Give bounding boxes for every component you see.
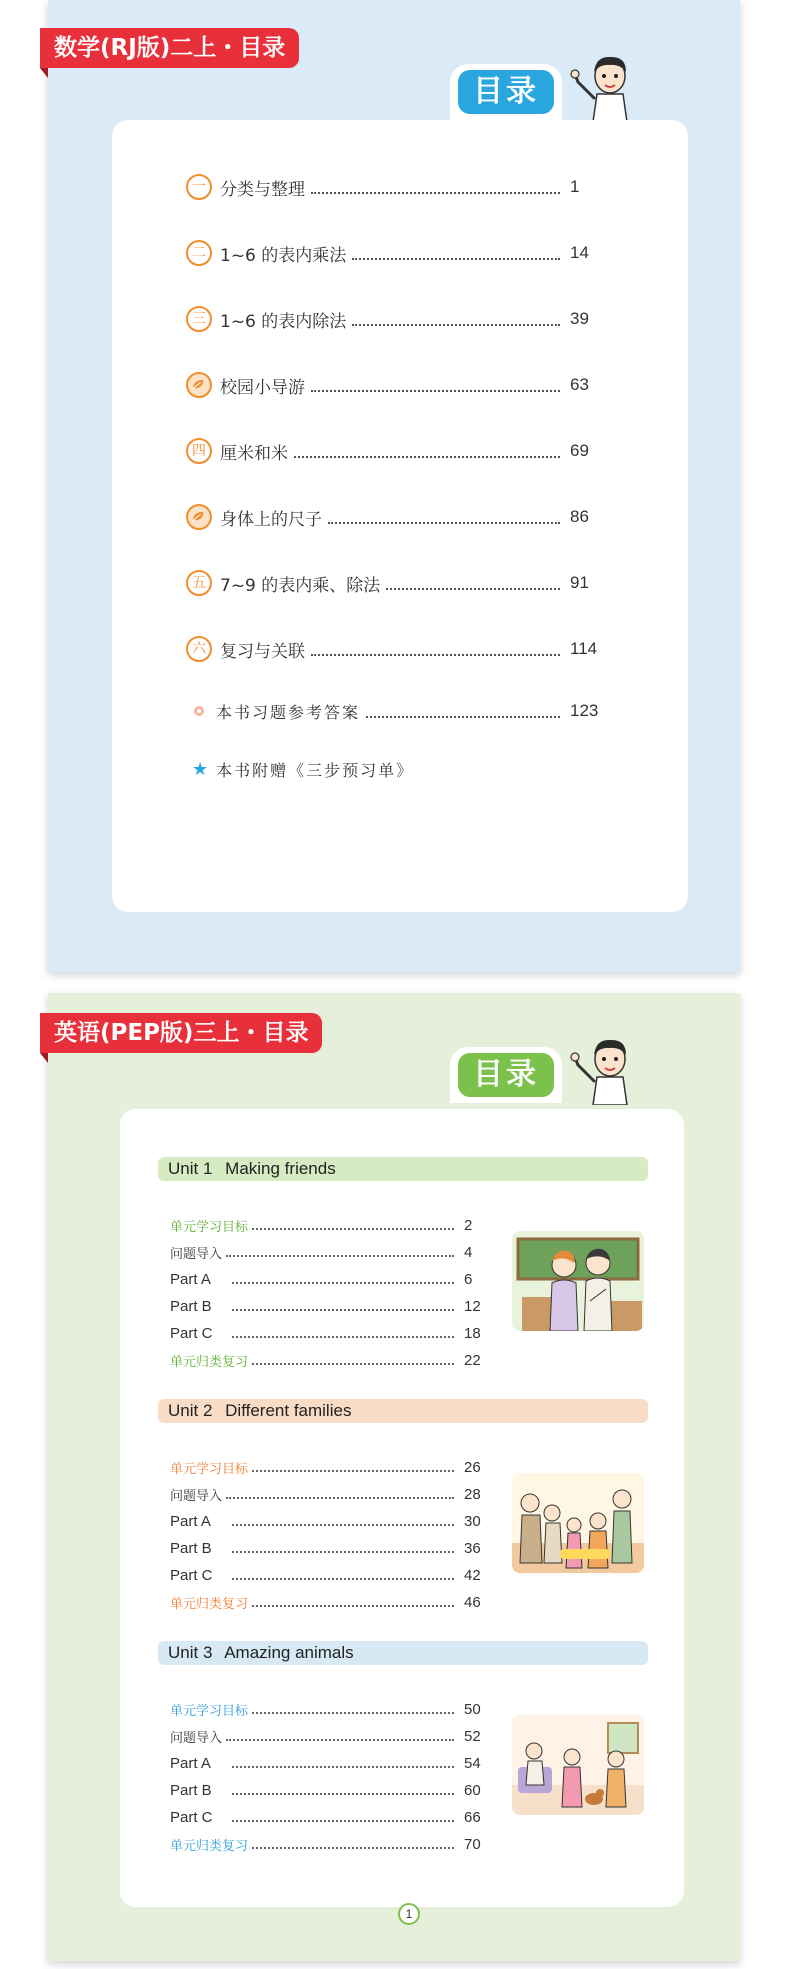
english-banner: 英语(PEP版)三上・目录 bbox=[40, 1013, 322, 1053]
unit-row-label: Part A bbox=[170, 1270, 211, 1288]
chapter-number-icon: 三 bbox=[186, 306, 212, 332]
unit-row[interactable] bbox=[170, 1457, 488, 1477]
english-contents-panel bbox=[48, 993, 740, 1961]
dotted-leader bbox=[352, 246, 560, 260]
unit-title: Different families bbox=[225, 1401, 352, 1420]
unit-row-label: 单元归类复习 bbox=[170, 1838, 249, 1854]
unit-row-label: Part A bbox=[170, 1512, 211, 1530]
dotted-leader bbox=[232, 1570, 454, 1580]
family-with-dog-illustration bbox=[512, 1715, 644, 1815]
toc-entry-page: 114 bbox=[570, 639, 598, 658]
dotted-leader bbox=[226, 1489, 454, 1499]
dotted-leader bbox=[294, 444, 560, 458]
unit-row[interactable] bbox=[170, 1565, 488, 1585]
dotted-leader bbox=[226, 1247, 454, 1257]
leaf-activity-icon bbox=[186, 372, 212, 398]
chapter-number-icon: 五 bbox=[186, 570, 212, 596]
unit-row-label: Part C bbox=[170, 1566, 213, 1584]
unit-row[interactable] bbox=[170, 1726, 488, 1746]
toc-entry[interactable] bbox=[186, 238, 606, 268]
toc-entry-title: 校园小导游 bbox=[220, 377, 305, 398]
toc-entry-page: 1 bbox=[570, 177, 580, 196]
dotted-leader bbox=[311, 642, 560, 656]
toc-entry[interactable] bbox=[186, 304, 606, 334]
unit-row-label: Part A bbox=[170, 1754, 211, 1772]
toc-entry-title: 厘米和米 bbox=[220, 443, 288, 464]
unit-row-label: 单元学习目标 bbox=[170, 1461, 249, 1477]
unit-row-label: Part B bbox=[170, 1781, 212, 1799]
unit-row-page: 2 bbox=[464, 1216, 473, 1234]
dotted-leader bbox=[252, 1704, 454, 1714]
unit-row[interactable] bbox=[170, 1807, 488, 1827]
dotted-leader bbox=[232, 1301, 454, 1311]
dotted-leader bbox=[328, 510, 560, 524]
boy-mascot-icon bbox=[570, 52, 640, 122]
unit-number: Unit 3 bbox=[168, 1643, 213, 1662]
toc-entry-page: 63 bbox=[570, 375, 589, 394]
unit-row[interactable] bbox=[170, 1780, 488, 1800]
dotted-leader bbox=[232, 1274, 454, 1284]
unit-row-label: Part B bbox=[170, 1297, 212, 1315]
unit-row-label: 单元归类复习 bbox=[170, 1596, 249, 1612]
toc-entry-page: 69 bbox=[570, 441, 589, 460]
math-contents-tab bbox=[450, 64, 562, 120]
unit-row[interactable] bbox=[170, 1323, 488, 1343]
chapter-number-icon: 四 bbox=[186, 438, 212, 464]
bullet-ring-icon bbox=[194, 706, 204, 716]
unit-row-page: 12 bbox=[464, 1297, 481, 1315]
dotted-leader bbox=[386, 576, 560, 590]
toc-entry[interactable] bbox=[186, 436, 606, 466]
family-illustration bbox=[512, 1473, 644, 1573]
dotted-leader bbox=[252, 1462, 454, 1472]
unit-row-label: 问题导入 bbox=[170, 1488, 223, 1504]
unit-row-label: 单元归类复习 bbox=[170, 1354, 249, 1370]
unit-row[interactable] bbox=[170, 1296, 488, 1316]
gift-entry-title: 本书附赠《三步预习单》 bbox=[216, 760, 415, 780]
unit-row[interactable] bbox=[170, 1215, 488, 1235]
unit-section bbox=[120, 1641, 684, 1871]
unit-row-page: 70 bbox=[464, 1835, 481, 1853]
unit-title: Making friends bbox=[225, 1159, 336, 1178]
unit-row-page: 28 bbox=[464, 1485, 481, 1503]
unit-row[interactable] bbox=[170, 1699, 488, 1719]
unit-heading[interactable] bbox=[158, 1157, 648, 1181]
math-contents-card bbox=[112, 120, 688, 912]
unit-row-page: 26 bbox=[464, 1458, 481, 1476]
unit-row-page: 46 bbox=[464, 1593, 481, 1611]
dotted-leader bbox=[311, 378, 560, 392]
unit-heading[interactable] bbox=[158, 1399, 648, 1423]
dotted-leader bbox=[232, 1812, 454, 1822]
unit-row[interactable] bbox=[170, 1834, 488, 1854]
toc-entry-title: 复习与关联 bbox=[220, 641, 305, 662]
english-contents-tab bbox=[450, 1047, 562, 1103]
math-banner: 数学(RJ版)二上・目录 bbox=[40, 28, 299, 68]
dotted-leader bbox=[232, 1516, 454, 1526]
star-icon: ★ bbox=[192, 758, 209, 779]
answers-entry-title: 本书习题参考答案 bbox=[216, 702, 361, 722]
unit-row-page: 52 bbox=[464, 1727, 481, 1745]
dotted-leader bbox=[226, 1731, 454, 1741]
page-number: 1 bbox=[398, 1903, 420, 1925]
unit-title: Amazing animals bbox=[224, 1643, 354, 1662]
unit-row[interactable] bbox=[170, 1753, 488, 1773]
toc-entry-title: 身体上的尺子 bbox=[220, 509, 322, 530]
unit-row[interactable] bbox=[170, 1242, 488, 1262]
answers-entry[interactable] bbox=[186, 696, 606, 726]
toc-entry[interactable] bbox=[186, 568, 606, 598]
unit-row-page: 6 bbox=[464, 1270, 473, 1288]
boy-mascot-icon bbox=[570, 1035, 640, 1105]
unit-row-label: 单元学习目标 bbox=[170, 1219, 249, 1235]
math-contents-tab-label: 目录 bbox=[458, 70, 554, 114]
toc-entry-page: 39 bbox=[570, 309, 589, 328]
toc-entry-page: 91 bbox=[570, 573, 589, 592]
toc-entry[interactable] bbox=[186, 172, 606, 202]
toc-entry-title: 1~6 的表内除法 bbox=[220, 311, 347, 332]
gift-entry[interactable] bbox=[186, 754, 606, 784]
dotted-leader bbox=[366, 704, 560, 718]
unit-row[interactable] bbox=[170, 1350, 488, 1370]
toc-entry[interactable] bbox=[186, 502, 606, 532]
unit-number: Unit 2 bbox=[168, 1401, 213, 1420]
unit-row-label: Part C bbox=[170, 1808, 213, 1826]
dotted-leader bbox=[352, 312, 560, 326]
dotted-leader bbox=[311, 180, 560, 194]
classroom-friends-illustration bbox=[512, 1231, 644, 1331]
dotted-leader bbox=[252, 1597, 454, 1607]
unit-section bbox=[120, 1157, 684, 1387]
chapter-number-icon: 二 bbox=[186, 240, 212, 266]
chapter-number-icon: 一 bbox=[186, 174, 212, 200]
unit-row-label: Part C bbox=[170, 1324, 213, 1342]
chapter-number-icon: 六 bbox=[186, 636, 212, 662]
unit-row[interactable] bbox=[170, 1538, 488, 1558]
unit-row-label: 问题导入 bbox=[170, 1246, 223, 1262]
dotted-leader bbox=[232, 1543, 454, 1553]
english-contents-card bbox=[120, 1109, 684, 1907]
leaf-activity-icon bbox=[186, 504, 212, 530]
toc-entry-title: 1~6 的表内乘法 bbox=[220, 245, 347, 266]
unit-row-page: 54 bbox=[464, 1754, 481, 1772]
unit-row-label: 单元学习目标 bbox=[170, 1703, 249, 1719]
dotted-leader bbox=[252, 1839, 454, 1849]
unit-row[interactable] bbox=[170, 1269, 488, 1289]
toc-entry-title: 分类与整理 bbox=[220, 179, 305, 200]
unit-row-page: 60 bbox=[464, 1781, 481, 1799]
english-contents-tab-label: 目录 bbox=[458, 1053, 554, 1097]
unit-row-label: Part B bbox=[170, 1539, 212, 1557]
unit-row-page: 36 bbox=[464, 1539, 481, 1557]
toc-entry-page: 86 bbox=[570, 507, 589, 526]
answers-entry-page: 123 bbox=[570, 701, 599, 720]
dotted-leader bbox=[232, 1328, 454, 1338]
unit-section bbox=[120, 1399, 684, 1629]
dotted-leader bbox=[252, 1355, 454, 1365]
toc-entry-title: 7~9 的表内乘、除法 bbox=[220, 575, 381, 596]
unit-row-page: 18 bbox=[464, 1324, 481, 1342]
unit-row[interactable] bbox=[170, 1484, 488, 1504]
unit-row[interactable] bbox=[170, 1511, 488, 1531]
unit-row-page: 30 bbox=[464, 1512, 481, 1530]
unit-row-page: 50 bbox=[464, 1700, 481, 1718]
unit-row-page: 66 bbox=[464, 1808, 481, 1826]
toc-entry-page: 14 bbox=[570, 243, 589, 262]
unit-number: Unit 1 bbox=[168, 1159, 213, 1178]
dotted-leader bbox=[252, 1220, 454, 1230]
dotted-leader bbox=[232, 1785, 454, 1795]
toc-entry[interactable] bbox=[186, 370, 606, 400]
math-contents-panel bbox=[48, 0, 740, 972]
unit-row-page: 22 bbox=[464, 1351, 481, 1369]
unit-heading[interactable] bbox=[158, 1641, 648, 1665]
dotted-leader bbox=[232, 1758, 454, 1768]
unit-row[interactable] bbox=[170, 1592, 488, 1612]
toc-entry[interactable] bbox=[186, 634, 606, 664]
unit-row-label: 问题导入 bbox=[170, 1730, 223, 1746]
unit-row-page: 4 bbox=[464, 1243, 473, 1261]
unit-row-page: 42 bbox=[464, 1566, 481, 1584]
